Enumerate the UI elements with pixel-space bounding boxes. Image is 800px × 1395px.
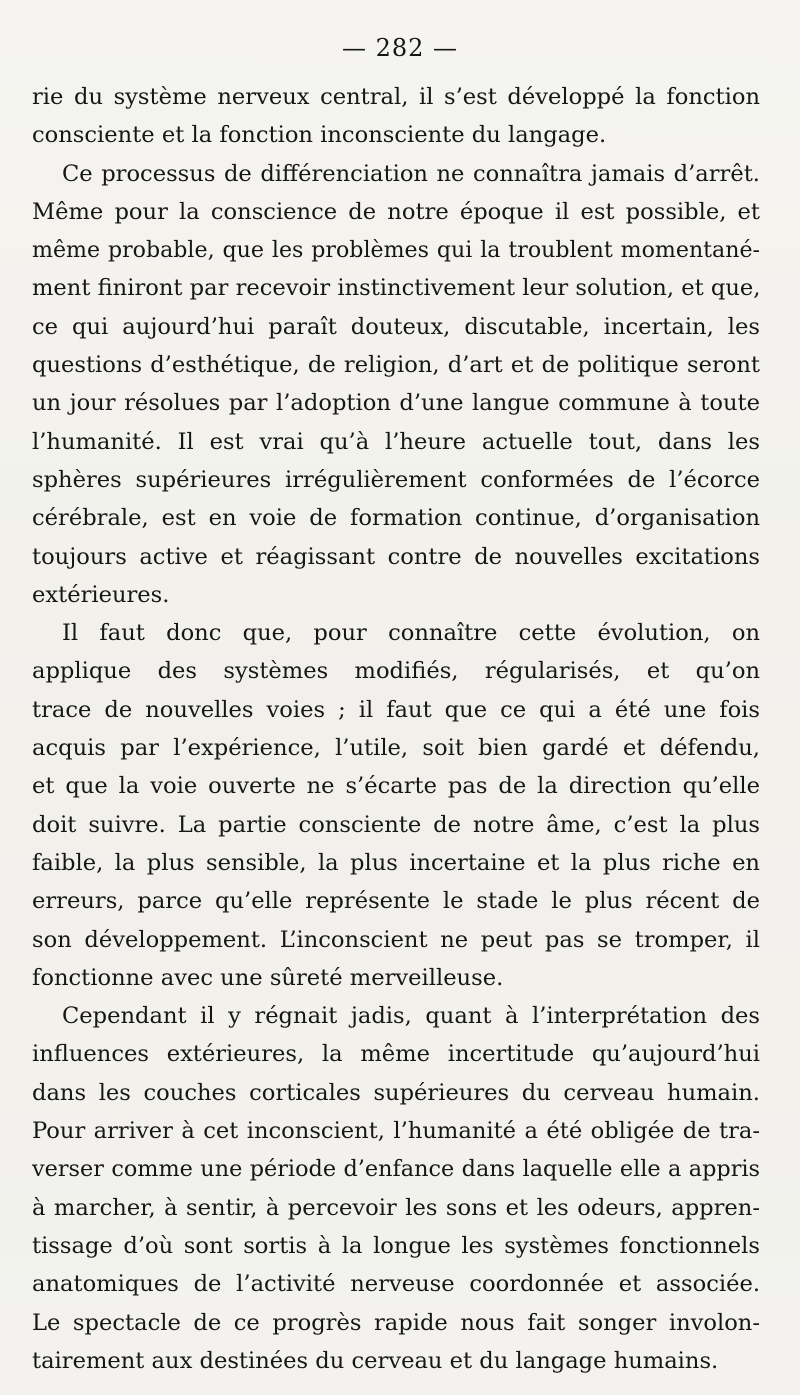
text-line: à marcher, à sentir, à percevoir les sons et les odeurs, appren- xyxy=(32,1194,760,1221)
text-line: erreurs, parce qu’elle représente le stade le plus récent de xyxy=(32,888,760,915)
text-line: Cependant il y régnait jadis, quant à l’interprétation des xyxy=(62,1003,760,1030)
text-line: un jour résolues par l’adoption d’une langue commune à toute xyxy=(32,390,760,417)
paragraph-3 xyxy=(32,614,760,997)
page-number: — 282 — xyxy=(341,34,459,62)
text-line: rie du système nerveux central, il s’est développé la fonction xyxy=(32,84,760,110)
text-line: cérébrale, est en voie de formation continue, d’organisation xyxy=(32,505,760,532)
text-line: Ce processus de différenciation ne connaîtra jamais d’arrêt. xyxy=(62,160,760,187)
text-line: influences extérieures, la même incertitude qu’aujourd’hui xyxy=(32,1041,760,1068)
text-line: sphères supérieures irrégulièrement conformées de l’écorce xyxy=(32,466,760,493)
text-line: Il faut donc que, pour connaître cette évolution, on xyxy=(62,620,760,647)
text-line: Pour arriver à cet inconscient, l’humanité a été obligée de tra- xyxy=(32,1118,760,1145)
text-line: tairement aux destinées du cerveau et du langage humains. xyxy=(32,1347,719,1374)
text-line: faible, la plus sensible, la plus incertaine et la plus riche en xyxy=(32,849,760,876)
text-line: fonctionne avec une sûreté merveilleuse. xyxy=(32,964,504,991)
paragraph-4 xyxy=(32,997,760,1380)
text-line: acquis par l’expérience, l’utile, soit bien gardé et défendu, xyxy=(32,735,760,762)
text-line: trace de nouvelles voies ; il faut que ce qui a été une fois xyxy=(32,696,760,723)
text-line: dans les couches corticales supérieures du cerveau humain. xyxy=(32,1079,760,1106)
text-line: questions d’esthétique, de religion, d’art et de politique seront xyxy=(32,352,760,379)
text-line: toujours active et réagissant contre de nouvelles excitations xyxy=(32,543,760,570)
text-line: et que la voie ouverte ne s’écarte pas de la direction qu’elle xyxy=(32,773,760,800)
text-line: ment finiront par recevoir instinctivement leur solution, et que, xyxy=(32,275,760,302)
text-line: anatomiques de l’activité nerveuse coordonnée et associée. xyxy=(32,1271,760,1298)
text-line: applique des systèmes modifiés, régularisés, et qu’on xyxy=(32,658,760,685)
text-line: consciente et la fonction inconsciente du langage. xyxy=(32,122,607,149)
text-line: ce qui aujourd’hui paraît douteux, discutable, incertain, les xyxy=(32,313,760,340)
text-line: l’humanité. Il est vrai qu’à l’heure actuelle tout, dans les xyxy=(32,428,760,455)
text-line: extérieures. xyxy=(32,581,170,608)
text-line: même probable, que les problèmes qui la troublent momentané- xyxy=(32,237,760,264)
paragraph-1 xyxy=(32,78,760,155)
text-line: son développement. L’inconscient ne peut pas se tromper, il xyxy=(32,926,760,953)
paragraph-2 xyxy=(32,155,760,615)
text-line: Le spectacle de ce progrès rapide nous fait songer involon- xyxy=(32,1309,760,1336)
text-line: tissage d’où sont sortis à la longue les systèmes fonctionnels xyxy=(32,1232,760,1259)
text-line: Même pour la conscience de notre époque il est possible, et xyxy=(32,198,760,225)
text-line: verser comme une période d’enfance dans laquelle elle a appris xyxy=(32,1156,760,1183)
body-text xyxy=(32,78,760,1380)
text-line: doit suivre. La partie consciente de notre âme, c’est la plus xyxy=(32,811,760,838)
